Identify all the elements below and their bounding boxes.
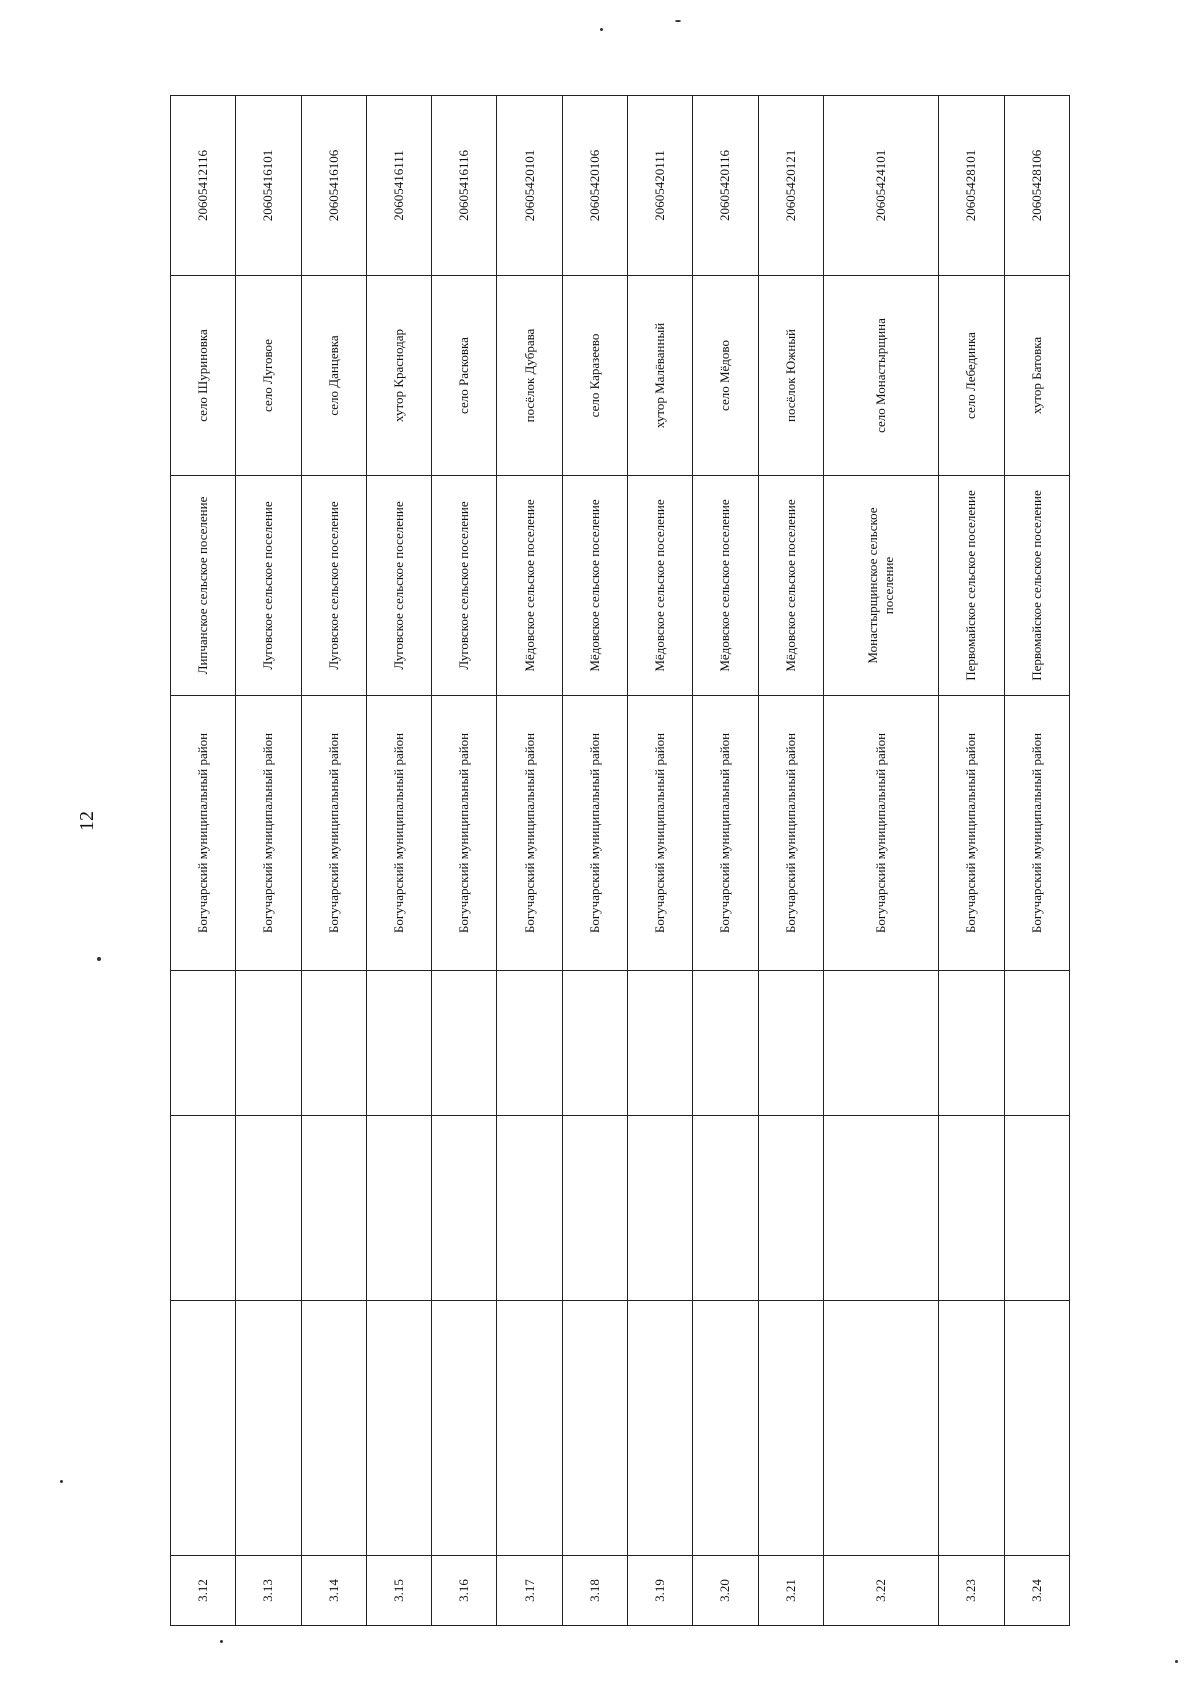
settlements-table [170, 95, 1070, 1626]
row-number-cell: 3.14 [301, 1556, 366, 1626]
scan-speck [1175, 1660, 1178, 1663]
district-cell: Богучарский муниципальный район [562, 696, 627, 971]
row-number-cell: 3.17 [497, 1556, 562, 1626]
oktmo-code-cell: 20605416116 [432, 96, 497, 276]
locality-cell: село Каразеево [562, 276, 627, 476]
settlement-cell: Первомайское сельское поселение [939, 476, 1004, 696]
settlement-cell: Мёдовское сельское поселение [497, 476, 562, 696]
oktmo-code-cell: 20605428101 [939, 96, 1004, 276]
oktmo-code-cell: 20605416106 [301, 96, 366, 276]
scan-speck [600, 28, 603, 31]
empty-cell [1004, 971, 1069, 1116]
locality-cell: село Луговое [236, 276, 301, 476]
table-row [939, 96, 1004, 1626]
row-number-cell: 3.22 [823, 1556, 938, 1626]
empty-cell [562, 1116, 627, 1301]
empty-cell [301, 1116, 366, 1301]
table-row [823, 96, 938, 1626]
locality-cell: село Шуриновка [171, 276, 236, 476]
empty-cell [939, 1301, 1004, 1556]
empty-cell [236, 1301, 301, 1556]
oktmo-code-cell: 20605420121 [758, 96, 823, 276]
empty-cell [366, 971, 431, 1116]
settlement-cell: Луговское сельское поселение [301, 476, 366, 696]
district-cell: Богучарский муниципальный район [366, 696, 431, 971]
empty-cell [693, 1116, 758, 1301]
empty-cell [236, 971, 301, 1116]
district-cell: Богучарский муниципальный район [823, 696, 938, 971]
district-cell: Богучарский муниципальный район [939, 696, 1004, 971]
row-number-cell: 3.19 [628, 1556, 693, 1626]
empty-cell [758, 1116, 823, 1301]
district-cell: Богучарский муниципальный район [693, 696, 758, 971]
empty-cell [939, 1116, 1004, 1301]
oktmo-code-cell: 20605416101 [236, 96, 301, 276]
empty-cell [432, 1301, 497, 1556]
empty-cell [497, 971, 562, 1116]
row-number-cell: 3.24 [1004, 1556, 1069, 1626]
settlement-cell: Луговское сельское поселение [432, 476, 497, 696]
empty-cell [171, 1116, 236, 1301]
row-number-cell: 3.12 [171, 1556, 236, 1626]
district-cell: Богучарский муниципальный район [301, 696, 366, 971]
row-number-cell: 3.13 [236, 1556, 301, 1626]
empty-cell [301, 971, 366, 1116]
settlement-cell: Луговское сельское поселение [366, 476, 431, 696]
empty-cell [758, 971, 823, 1116]
row-number-cell: 3.20 [693, 1556, 758, 1626]
row-number-cell: 3.15 [366, 1556, 431, 1626]
oktmo-code-cell: 20605420111 [628, 96, 693, 276]
district-cell: Богучарский муниципальный район [628, 696, 693, 971]
empty-cell [236, 1116, 301, 1301]
empty-cell [301, 1301, 366, 1556]
district-cell: Богучарский муниципальный район [171, 696, 236, 971]
oktmo-code-cell: 20605420106 [562, 96, 627, 276]
empty-cell [823, 1116, 938, 1301]
table-row [236, 96, 301, 1626]
empty-cell [497, 1301, 562, 1556]
empty-cell [823, 971, 938, 1116]
empty-cell [171, 971, 236, 1116]
settlement-cell: Монастырщинское сельское поселение [823, 476, 938, 696]
table-row [628, 96, 693, 1626]
settlement-cell: Мёдовское сельское поселение [758, 476, 823, 696]
locality-cell: село Данцевка [301, 276, 366, 476]
row-number-cell: 3.21 [758, 1556, 823, 1626]
settlement-cell: Липчанское сельское поселение [171, 476, 236, 696]
empty-cell [758, 1301, 823, 1556]
scan-speck [220, 1640, 223, 1643]
scan-speck [60, 1480, 63, 1483]
locality-cell: село Лебединка [939, 276, 1004, 476]
table-row [693, 96, 758, 1626]
empty-cell [171, 1301, 236, 1556]
oktmo-code-cell: 20605412116 [171, 96, 236, 276]
table-row [1004, 96, 1069, 1626]
empty-cell [366, 1116, 431, 1301]
table-row [432, 96, 497, 1626]
locality-cell: хутор Краснодар [366, 276, 431, 476]
scan-speck [97, 957, 101, 961]
locality-cell: посёлок Дубрава [497, 276, 562, 476]
district-cell: Богучарский муниципальный район [236, 696, 301, 971]
row-number-cell: 3.23 [939, 1556, 1004, 1626]
oktmo-code-cell: 20605420101 [497, 96, 562, 276]
table-body [171, 96, 1070, 1626]
table-row [301, 96, 366, 1626]
settlement-cell: Мёдовское сельское поселение [628, 476, 693, 696]
table-row [171, 96, 236, 1626]
row-number-cell: 3.16 [432, 1556, 497, 1626]
settlement-cell: Мёдовское сельское поселение [693, 476, 758, 696]
empty-cell [432, 1116, 497, 1301]
locality-cell: хутор Батовка [1004, 276, 1069, 476]
empty-cell [366, 1301, 431, 1556]
district-cell: Богучарский муниципальный район [1004, 696, 1069, 971]
oktmo-code-cell: 20605420116 [693, 96, 758, 276]
empty-cell [562, 971, 627, 1116]
empty-cell [562, 1301, 627, 1556]
district-cell: Богучарский муниципальный район [497, 696, 562, 971]
oktmo-code-cell: 20605428106 [1004, 96, 1069, 276]
row-number-cell: 3.18 [562, 1556, 627, 1626]
locality-cell: село Расковка [432, 276, 497, 476]
empty-cell [693, 1301, 758, 1556]
settlement-cell: Луговское сельское поселение [236, 476, 301, 696]
locality-cell: посёлок Южный [758, 276, 823, 476]
oktmo-code-cell: 20605424101 [823, 96, 938, 276]
locality-cell: село Мёдово [693, 276, 758, 476]
locality-cell: хутор Малёванный [628, 276, 693, 476]
settlement-cell: Первомайское сельское поселение [1004, 476, 1069, 696]
registry-table-area [170, 96, 1070, 1626]
empty-cell [939, 971, 1004, 1116]
district-cell: Богучарский муниципальный район [432, 696, 497, 971]
empty-cell [823, 1301, 938, 1556]
empty-cell [628, 1116, 693, 1301]
locality-cell: село Монастырщина [823, 276, 938, 476]
table-row [497, 96, 562, 1626]
empty-cell [432, 971, 497, 1116]
oktmo-code-cell: 20605416111 [366, 96, 431, 276]
scan-speck [675, 20, 681, 22]
empty-cell [628, 1301, 693, 1556]
empty-cell [1004, 1301, 1069, 1556]
table-row [562, 96, 627, 1626]
empty-cell [628, 971, 693, 1116]
empty-cell [497, 1116, 562, 1301]
empty-cell [1004, 1116, 1069, 1301]
table-row [758, 96, 823, 1626]
empty-cell [693, 971, 758, 1116]
page-number: 12 [75, 811, 98, 831]
settlement-cell: Мёдовское сельское поселение [562, 476, 627, 696]
district-cell: Богучарский муниципальный район [758, 696, 823, 971]
table-row [366, 96, 431, 1626]
